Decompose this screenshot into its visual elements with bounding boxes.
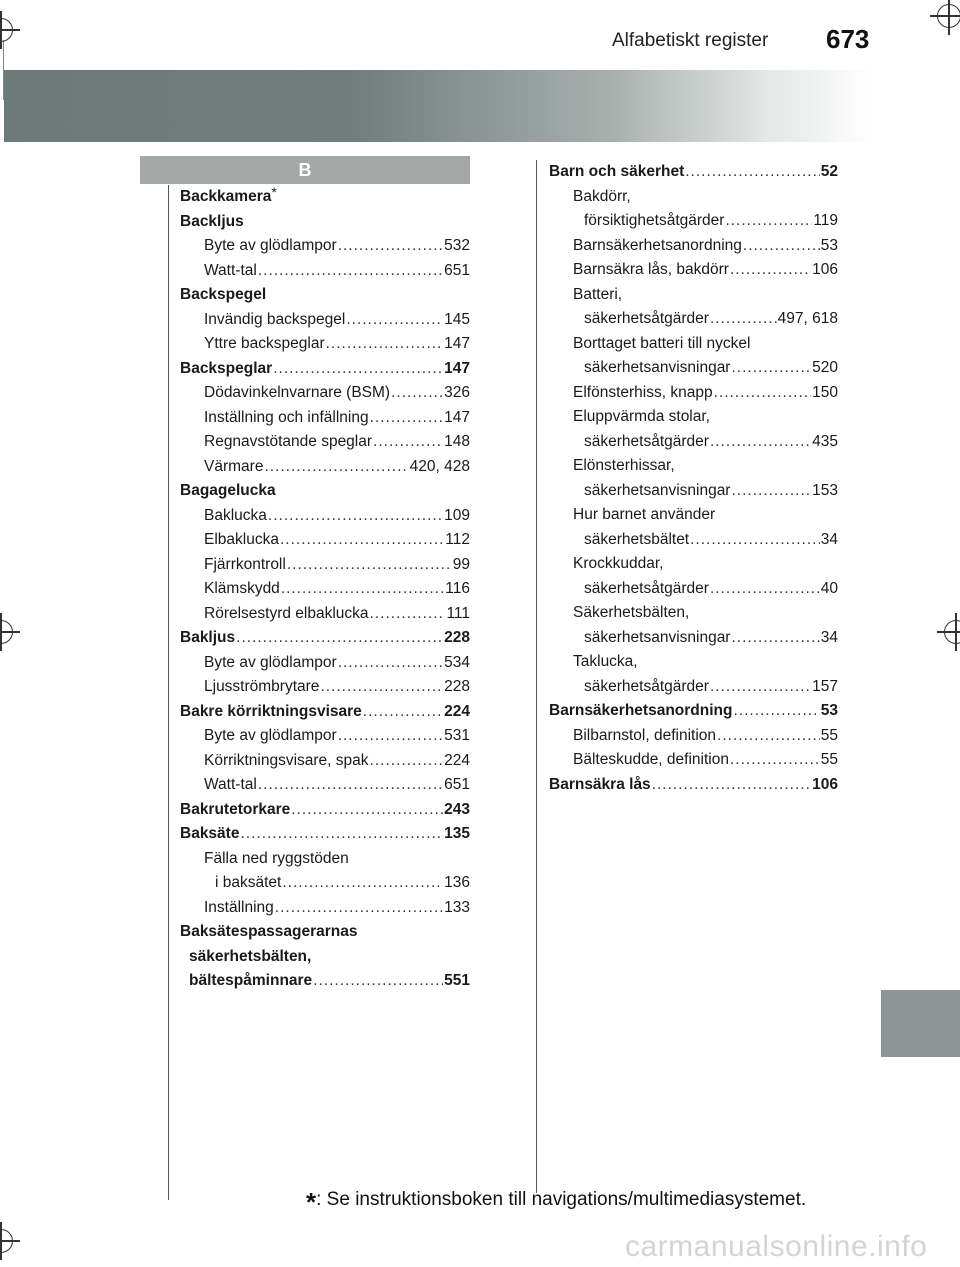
index-entry [180,798,470,823]
index-entry [549,577,838,602]
index-entry [549,650,838,675]
index-entry [180,455,470,480]
header-banner [4,70,874,142]
registration-mark-icon [0,1229,13,1253]
index-entry [180,210,470,235]
index-entry [549,185,838,210]
entry-label: Klämskydd [204,580,280,597]
entry-page-number: 112 [445,531,470,548]
entry-label: Backljus [180,212,244,230]
dot-leader [258,773,443,798]
dot-leader [652,773,811,798]
entry-label: Byte av glödlampor [204,653,337,671]
dot-leader [710,307,777,332]
index-entry [180,651,470,676]
entry-label: bältespåminnare [189,972,313,989]
index-entry [180,577,470,602]
index-entry [180,553,470,578]
entry-page-number: 40 [820,579,838,597]
entry-label: Baksäte [180,825,240,842]
entry-label: Byte av glödlampor [204,237,337,254]
entry-label: Bakrutetorkare [180,800,291,818]
entry-label: Körriktningsvisare, spak [204,751,369,769]
dot-leader [730,258,811,283]
index-entry [180,749,470,774]
index-entry [180,479,470,504]
dot-leader [373,430,443,455]
entry-page-number: 228 [444,678,470,695]
entry-label: Dödavinkelnvarnare (BSM) [204,384,391,401]
entry-label: Krockkuddar, [573,555,664,572]
dot-leader [733,699,819,724]
registration-mark-icon [0,620,13,644]
entry-label: Eluppvärmda stolar, [573,408,710,425]
entry-page-number: 534 [444,653,470,671]
index-entry [180,675,470,700]
entry-page-number: 53 [820,236,838,254]
entry-label: Yttre backspeglar [204,335,325,352]
entry-page-number: 497, 618 [777,310,838,327]
index-entry [549,724,838,749]
entry-label: Barn och säkerhet [549,163,685,180]
dot-leader [710,430,811,455]
index-entry [180,528,470,553]
index-entry [549,552,838,577]
index-entry [549,528,838,553]
entry-page-number: 99 [452,555,470,573]
entry-label: säkerhetsåtgärder [584,677,709,695]
entry-label: Regnavstötande speglar [204,433,373,450]
entry-label: Inställning [204,898,274,916]
dot-leader [258,259,443,284]
entry-label: Barnsäkra lås [549,775,651,793]
index-entry [549,773,838,798]
entry-label: Baklucka [204,506,267,524]
entry-label: Backspeglar [180,359,273,377]
middle-column-rule [536,160,537,1193]
entry-page-number: 116 [445,580,470,597]
index-entry [549,454,838,479]
index-entry [180,700,470,725]
index-entry [549,601,838,626]
dot-leader [731,356,811,381]
section-letter-bar: B [140,156,470,184]
dot-leader [264,455,408,480]
entry-label: Batteri, [573,285,623,303]
entry-page-number: 147 [444,408,470,426]
entry-label: Borttaget batteri till nyckel [573,334,751,352]
index-entry [180,847,470,872]
dot-leader [731,626,819,651]
registration-mark-icon [944,620,960,644]
entry-page-number: 119 [813,212,838,229]
index-entry [180,724,470,749]
entry-label: Bakljus [180,629,236,646]
index-entry [180,822,470,847]
index-entry [180,381,470,406]
dot-leader [282,871,443,896]
entry-label: Barnsäkra lås, bakdörr [573,261,729,278]
dot-leader [730,748,820,773]
index-entry [549,748,838,773]
index-entry [180,969,470,994]
entry-page-number: 55 [820,751,838,768]
footnote [306,1187,806,1218]
entry-label: Bagagelucka [180,482,276,499]
index-entry [180,234,470,259]
dot-leader [714,381,812,406]
dot-leader [240,822,443,847]
entry-label: Säkerhetsbälten, [573,604,690,621]
entry-label: Elönsterhissar, [573,457,675,474]
dot-leader [725,209,812,234]
index-entry [180,332,470,357]
index-entry [180,259,470,284]
dot-leader [710,675,811,700]
entry-label: försiktighetsåtgärder [584,212,725,229]
entry-label: Värmare [204,457,264,475]
index-entry [549,699,838,724]
dot-leader [370,406,444,431]
index-entry [549,332,838,357]
page-number: 673 [826,24,870,54]
dot-leader [280,528,444,553]
entry-page-number: 532 [444,237,470,254]
entry-page-number: 147 [444,335,470,352]
footnote-star: * [306,1187,317,1217]
dot-leader [320,675,443,700]
dot-leader [363,700,443,725]
entry-page-number: 326 [444,384,470,401]
index-entry [180,626,470,651]
entry-page-number: 651 [444,261,470,279]
entry-page-number: 224 [444,751,470,769]
entry-label: Bakdörr, [573,187,631,205]
entry-label: Backkamera [180,188,272,205]
entry-label: säkerhetsbälten, [189,947,312,965]
entry-page-number: 531 [444,727,470,744]
left-column-rule [168,185,169,1200]
crop-line [3,40,4,100]
index-entry [549,283,838,308]
dot-leader [236,626,443,651]
dot-leader [690,528,820,553]
entry-label: säkerhetsbältet [584,530,690,548]
index-entry [549,503,838,528]
entry-page-number: 111 [446,604,470,622]
entry-page-number: 520 [812,359,838,376]
index-entry [549,381,838,406]
dot-leader [370,749,444,774]
entry-page-number: 148 [444,433,470,450]
dot-leader [326,332,444,357]
entry-label: Ljusströmbrytare [204,678,320,695]
entry-page-number: 55 [820,726,838,744]
entry-page-number: 551 [444,972,470,989]
entry-page-number: 435 [812,432,838,450]
entry-page-number: 150 [812,383,838,401]
header-title: Alfabetiskt register [612,30,769,51]
entry-label: Fjärrkontroll [204,555,286,573]
entry-label: Taklucka, [573,653,638,670]
watermark: carmanualsonline.info [625,1230,928,1263]
index-entry [180,283,470,308]
entry-label: Backspegel [180,286,267,303]
index-entry [549,430,838,455]
entry-label: Invändig backspegel [204,310,346,328]
index-entry [549,160,838,185]
index-entry [180,308,470,333]
entry-label: Bilbarnstol, definition [573,726,717,744]
chapter-side-tab [881,990,960,1057]
index-entry [549,234,838,259]
index-entry [180,406,470,431]
dot-leader [370,602,446,627]
dot-leader [268,504,443,529]
index-entry [549,626,838,651]
registration-mark-icon [937,4,960,28]
index-entry [180,945,470,970]
entry-page-number: 106 [812,261,838,278]
index-entry [549,675,838,700]
dot-leader [717,724,820,749]
index-entry [180,185,470,210]
entry-page-number: 53 [820,702,838,719]
dot-leader [291,798,443,823]
index-entry [180,773,470,798]
entry-page-number: 34 [820,628,838,646]
index-column-left [180,185,470,994]
index-entry [549,307,838,332]
dot-leader [313,969,443,994]
entry-page-number: 147 [444,359,470,377]
entry-page-number: 420, 428 [409,457,470,475]
entry-label: Bälteskudde, definition [573,751,729,768]
dot-leader [338,234,443,259]
entry-page-number: 651 [444,776,470,793]
dot-leader [710,577,820,602]
entry-label: Fälla ned ryggstöden [204,849,349,867]
entry-page-number: 153 [812,481,838,499]
entry-label: Rörelsestyrd elbaklucka [204,604,369,622]
index-entry [180,504,470,529]
entry-label: Watt-tal [204,776,257,793]
entry-page-number: 224 [444,702,470,720]
entry-label: Watt-tal [204,261,257,279]
dot-leader [281,577,444,602]
entry-page-number: 157 [812,677,838,695]
entry-label: Baksätespassagerarnas [180,923,358,940]
index-entry [180,896,470,921]
index-entry [549,209,838,234]
entry-page-number: 34 [820,530,838,548]
entry-label: i baksätet [215,874,282,891]
dot-leader [287,553,452,578]
index-entry [180,602,470,627]
footnote-text: : Se instruktionsboken till navigations/multimediasystemet. [316,1189,807,1210]
entry-label: säkerhetsanvisningar [584,628,731,646]
entry-page-number: 109 [444,506,470,524]
index-entry [180,430,470,455]
dot-leader [338,651,443,676]
entry-label: Elfönsterhiss, knapp [573,383,713,401]
entry-page-number: 145 [444,310,470,328]
entry-label: säkerhetsåtgärder [584,579,709,597]
entry-page-number: 228 [444,629,470,646]
entry-label: säkerhetsåtgärder [584,310,709,327]
entry-label: Elbaklucka [204,531,279,548]
entry-page-number: 135 [444,825,470,842]
index-entry [180,920,470,945]
entry-label: Barnsäkerhetsanordning [573,236,742,254]
index-entry [549,405,838,430]
footnote-marker: * [271,184,277,200]
entry-page-number: 133 [444,898,470,916]
index-entry [549,258,838,283]
index-entry [549,356,838,381]
index-entry [180,357,470,382]
entry-label: säkerhetsanvisningar [584,481,731,499]
entry-label: Inställning och infällning [204,408,369,426]
dot-leader [731,479,811,504]
dot-leader [275,896,443,921]
entry-page-number: 136 [444,874,470,891]
index-column-right [549,160,838,797]
dot-leader [685,160,820,185]
entry-label: Barnsäkerhetsanordning [549,702,733,719]
index-entry [549,479,838,504]
entry-page-number: 106 [812,775,838,793]
entry-page-number: 243 [444,800,470,818]
index-entry [180,871,470,896]
dot-leader [346,308,443,333]
dot-leader [391,381,443,406]
entry-label: säkerhetsanvisningar [584,359,731,376]
entry-label: Bakre körriktningsvisare [180,702,362,720]
dot-leader [743,234,820,259]
dot-leader [338,724,443,749]
entry-label: Byte av glödlampor [204,727,337,744]
entry-label: Hur barnet använder [573,506,716,523]
entry-page-number: 52 [820,163,838,180]
dot-leader [273,357,443,382]
entry-label: säkerhetsåtgärder [584,432,709,450]
registration-mark-icon [0,18,13,42]
